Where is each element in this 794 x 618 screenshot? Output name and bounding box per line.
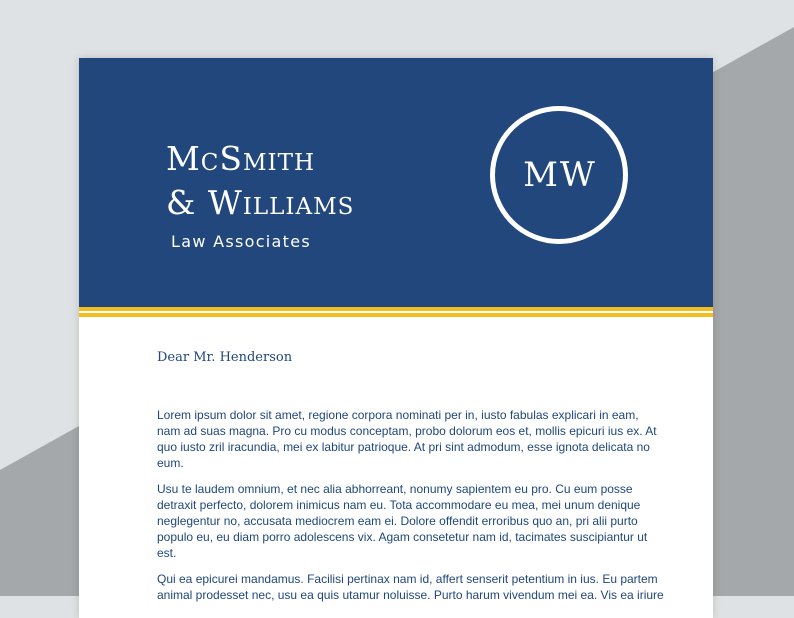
- paragraph-line: Qui ea epicurei mandamus. Facilisi pertinax nam id, affert senserit petentium in ius. Eu partem: [157, 572, 658, 586]
- paragraph-line: nam ad suas magna. Pro cu modus conceptam, probo dolorum eos et, mollis epicuri ius ex. At: [157, 424, 657, 438]
- paragraph-line: eum.: [157, 456, 184, 470]
- paragraph-1: [157, 407, 657, 471]
- monogram-text: MW: [523, 155, 597, 195]
- monogram-badge: [490, 106, 628, 244]
- letterhead-page: [79, 58, 713, 618]
- paragraph-line: Usu te laudem omnium, et nec alia abhorreant, nonumy sapientem eu pro. Cu eum posse: [157, 482, 633, 496]
- letter-body: [157, 407, 664, 613]
- company-name-line-1: McSmith: [166, 139, 316, 178]
- paragraph-line: est.: [157, 546, 177, 560]
- company-name-line-2: & Williams: [166, 183, 355, 222]
- company-subtitle: Law Associates: [171, 232, 311, 251]
- gold-stripe-bottom: [79, 313, 713, 317]
- letterhead-header: [79, 58, 713, 307]
- paragraph-line: detraxit perfecto, dolorem inimicus nam eu. Tota accommodare eu mea, mei unum denique: [157, 498, 641, 512]
- paragraph-3: [157, 571, 664, 603]
- paragraph-line: neglegentur no, accusata mediocrem eam ei. Dolore offendit erroribus quo an, pri alii purto: [157, 514, 638, 528]
- gold-stripe-top: [79, 307, 713, 311]
- paragraph-line: populo eu, eu diam porro adolescens vix. Agam consetetur nam id, tacimates suscipiantur ut: [157, 530, 648, 544]
- paragraph-line: quo iusto zril iracundia, mei ex labitur patrioque. At pri sint admodum, esse ignota delicata no: [157, 440, 650, 454]
- paragraph-line: animal prodesset nec, usu ea quis utamur noluisse. Purto harum vivendum mei ea. Vis ea iriure: [157, 588, 664, 602]
- paragraph-2: [157, 481, 648, 561]
- paragraph-line: Lorem ipsum dolor sit amet, regione corpora nominati per in, iusto fabulas explicari in eam,: [157, 408, 639, 422]
- letter-greeting: Dear Mr. Henderson: [157, 350, 293, 365]
